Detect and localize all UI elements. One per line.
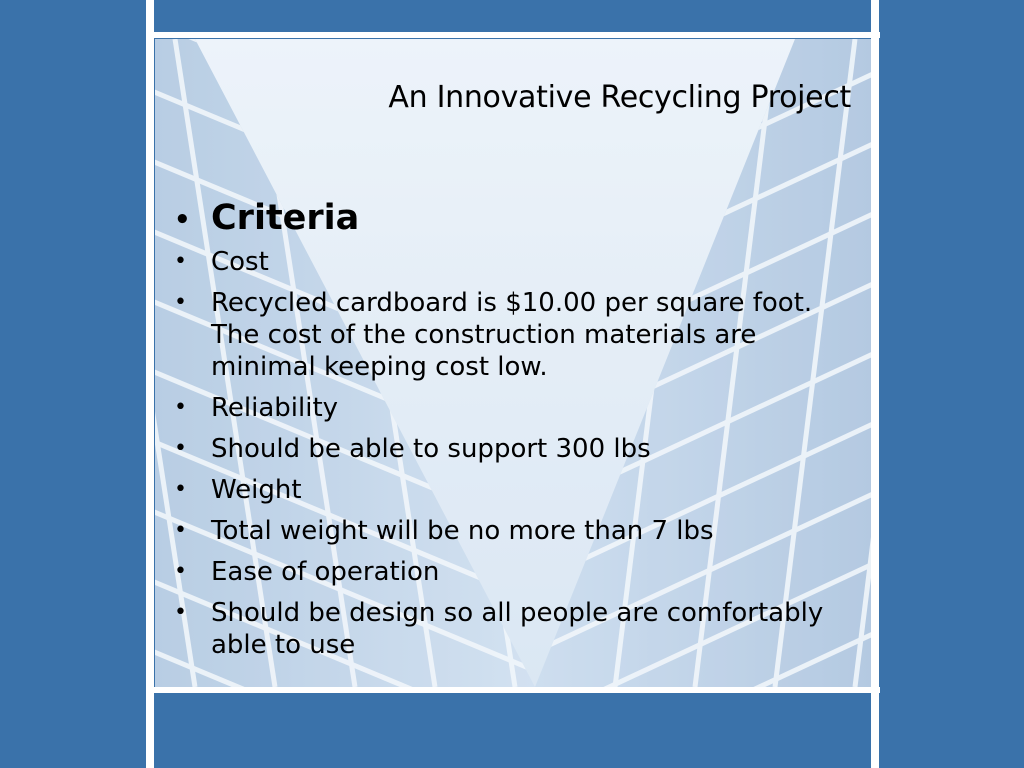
bullet-list [174,196,854,670]
bullet-criteria [174,196,854,240]
bullet-dot-icon: • [174,477,187,502]
frame-left-line [146,0,154,768]
bullet-ease-of-operation [174,556,854,588]
bullet-cost-detail [174,287,854,383]
bullet-ease-detail [174,597,854,661]
bullet-dot-icon: • [174,600,187,625]
bullet-text: Reliability [211,393,339,423]
bullet-dot-icon: • [174,559,187,584]
bullet-reliability-detail [174,433,854,465]
bullet-dot-icon: • [174,290,187,315]
bullet-dot-icon: • [174,249,187,274]
bullet-dot-icon: • [174,436,187,461]
frame-right-line [871,0,879,768]
bullet-text: Cost [211,247,269,277]
bullet-dot-icon: • [174,205,191,235]
bullet-text: Recycled cardboard is $10.00 per square foot. The cost of the construction materials are minimal keeping cost low. [211,288,813,382]
bullet-text: Ease of operation [211,557,440,587]
bullet-reliability [174,392,854,424]
bullet-text: Criteria [211,198,360,238]
bullet-weight-detail [174,515,854,547]
bullet-dot-icon: • [174,518,187,543]
frame-top-line [150,32,880,38]
bullet-weight [174,474,854,506]
bullet-text: Should be design so all people are comfortably able to use [211,598,824,660]
bullet-cost [174,246,854,278]
bullet-text: Should be able to support 300 lbs [211,434,651,464]
bullet-text: Total weight will be no more than 7 lbs [211,516,714,546]
slide-title: An Innovative Recycling Project [388,80,851,115]
bullet-dot-icon: • [174,395,187,420]
frame-bottom-line [150,687,880,693]
bullet-text: Weight [211,475,302,505]
